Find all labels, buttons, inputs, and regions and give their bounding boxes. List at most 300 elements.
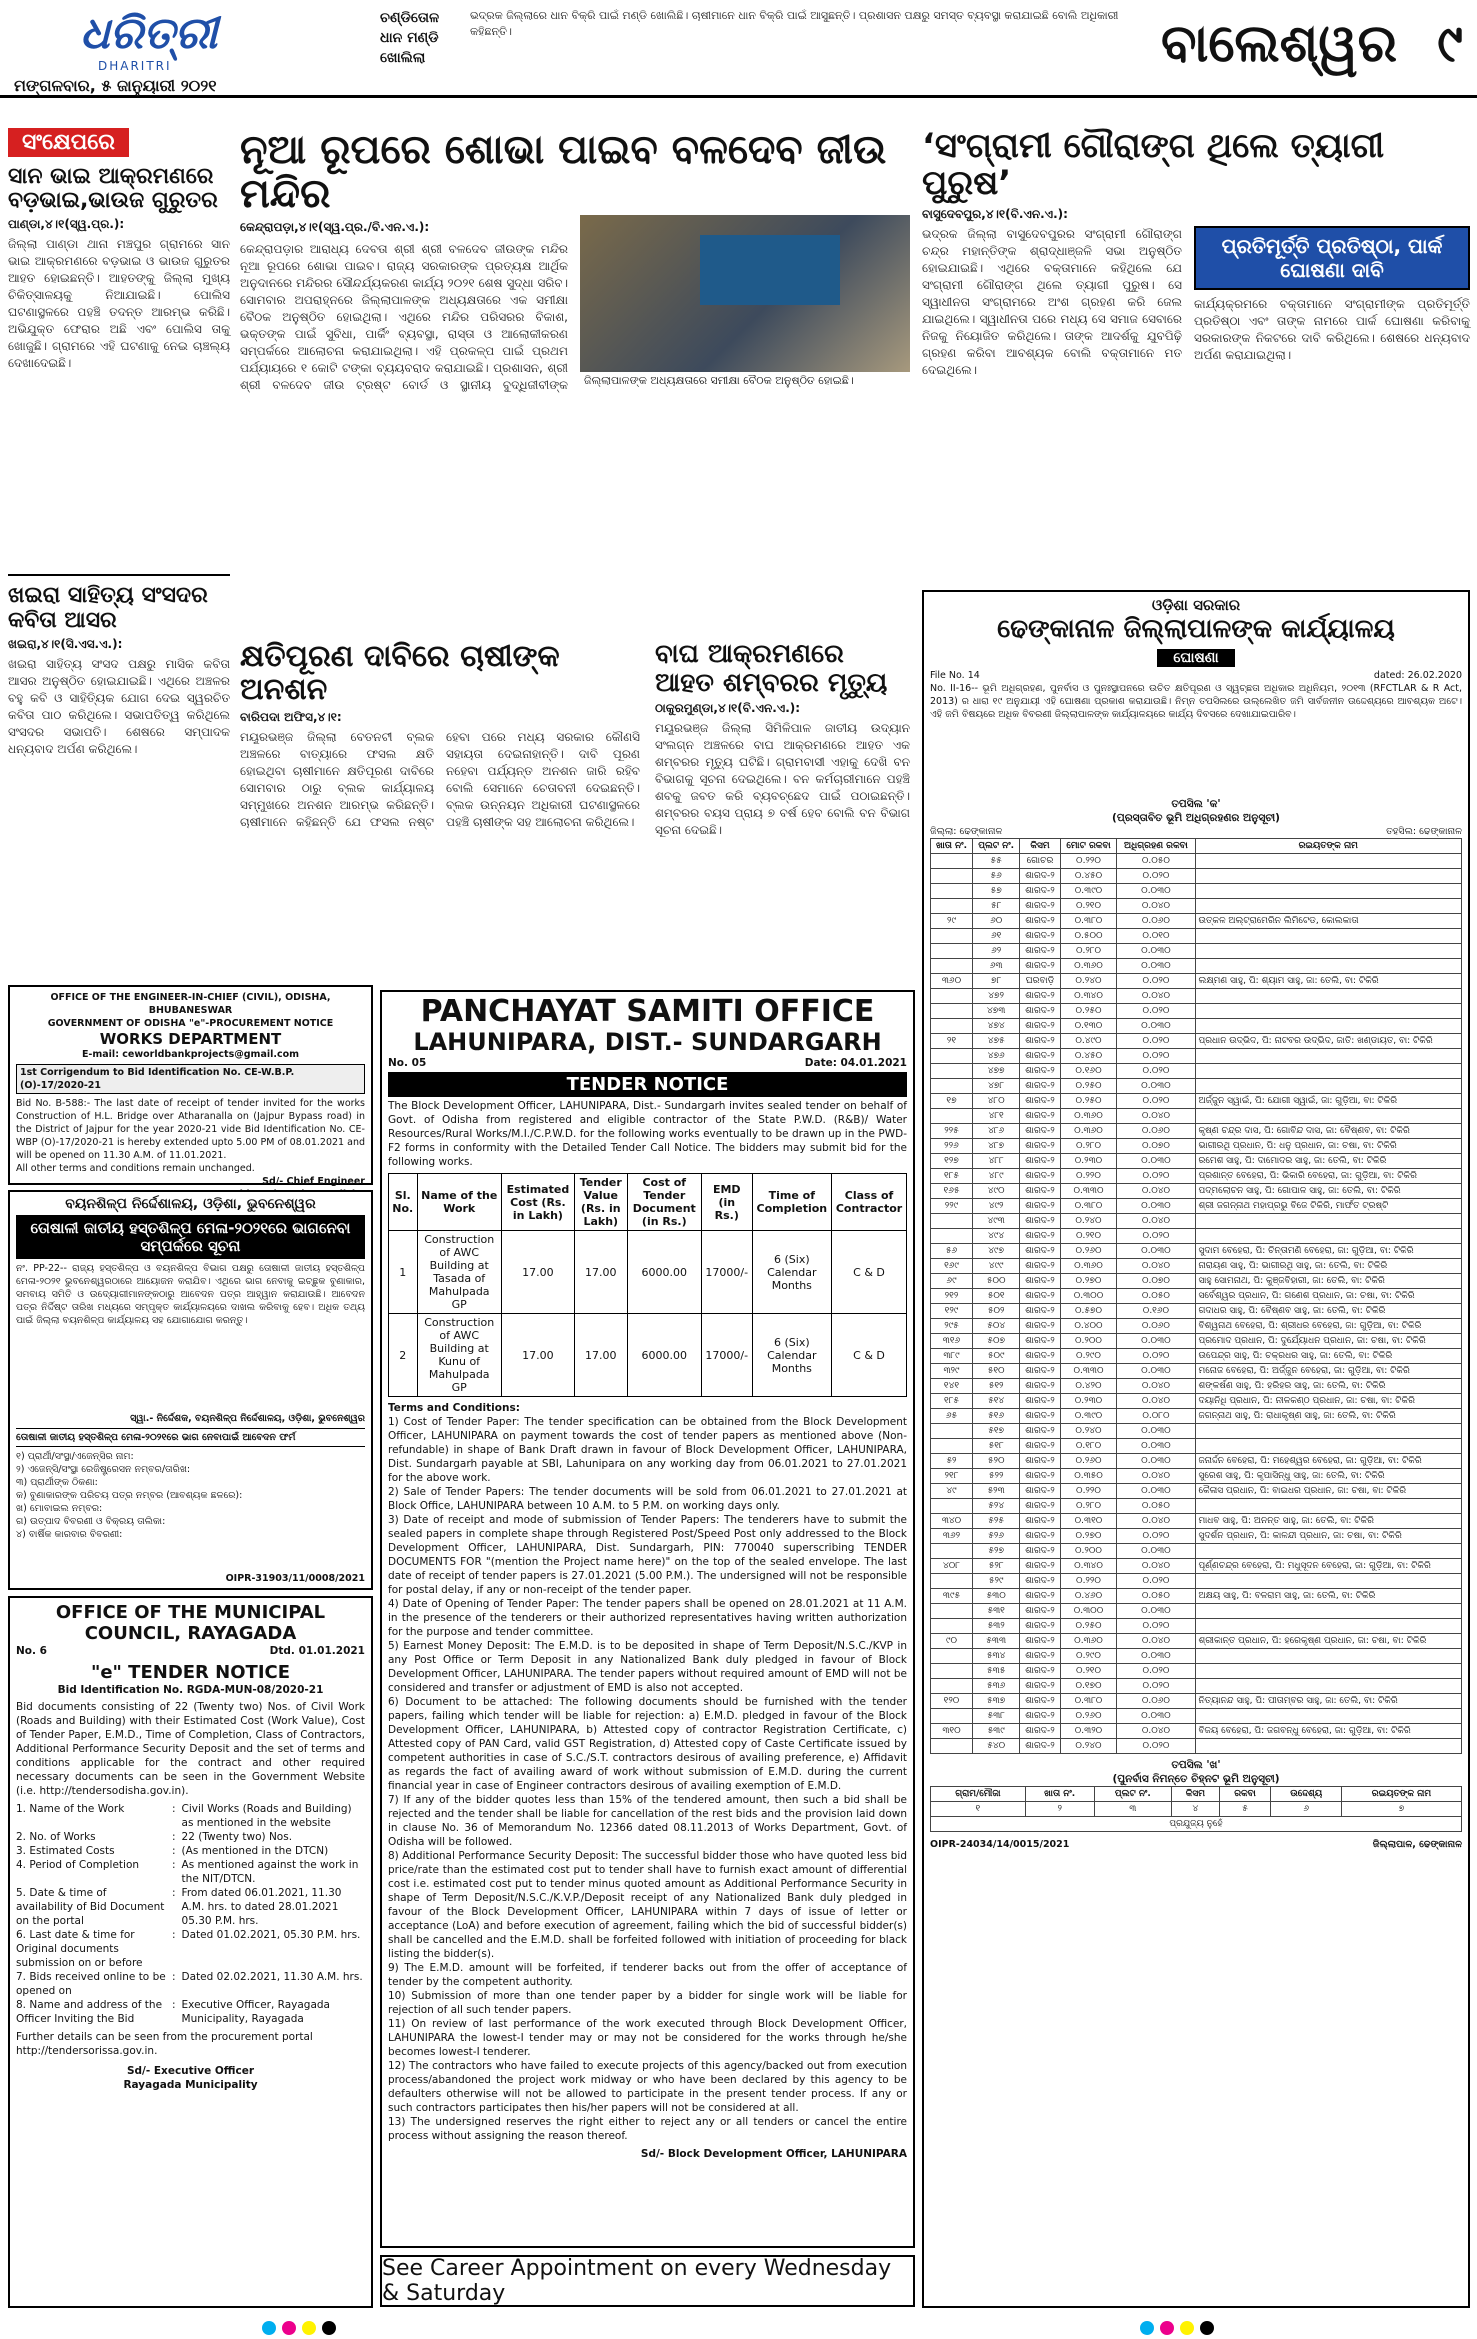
- table-cell: ୫୩୬: [972, 1679, 1019, 1694]
- table-cell: 17.00: [574, 1231, 627, 1314]
- table-cell: [931, 1004, 973, 1019]
- table-row: [931, 1064, 1462, 1079]
- table-cell: ଶଙ୍କର୍ଷଣ ସାହୁ, ପି: ହରିହର ସାହୁ, ଜା: ତେଲି, ବା: ଟିକିରି: [1195, 1379, 1462, 1394]
- works-body: Bid No. B-588:- The last date of receipt of tender invited for the works Construction of H.L. Bridge over Atharanalla on (Jajpur Bypass road) in the District of Jajpur for the year 2020-21 vide Bid Identification No. CE-WBP (O)-17/2020-21 is hereby extended upto 5.00 PM of 08.01.2021 and will be opened on 11.30 A.M. of 11.01.2021.: [16, 1098, 365, 1161]
- table-cell: ମନୋଜ ବେହେରା, ପି: ଅର୍ଜ୍ଜୁନ ବେହେରା, ଜା: ଗୁଡ଼ିଆ, ବା: ଟିକିରି: [1195, 1364, 1462, 1379]
- magenta-dot: [282, 2321, 296, 2335]
- table-cell: [1195, 1049, 1462, 1064]
- works-dept-notice: [8, 985, 373, 1185]
- table-row: [931, 1124, 1462, 1139]
- dhenkanal-ref: OIPR-24034/14/0015/2021: [930, 1839, 1070, 1850]
- table-cell: ଶାରଦ-୨: [1020, 1739, 1060, 1754]
- table-row: [931, 1709, 1462, 1724]
- table-cell: ୫୨୪: [972, 1499, 1019, 1514]
- table-cell: [931, 1664, 973, 1679]
- table-cell: ୦.୦୩୦: [1117, 1019, 1195, 1034]
- table-row: [931, 1004, 1462, 1019]
- table-cell: ୦.୨୬୦: [1060, 1454, 1117, 1469]
- table-cell: ୪୯୭: [972, 1244, 1019, 1259]
- masthead: [0, 0, 1477, 98]
- table-cell: ଶାରଦ-୨: [1020, 1229, 1060, 1244]
- table-cell: ୧୭: [931, 1094, 973, 1109]
- table-cell: ଶାରଦ-୨: [1020, 1664, 1060, 1679]
- rayagada-row-colon: :: [172, 1999, 176, 2011]
- table-row: [931, 869, 1462, 884]
- table-cell: ୪୮୬: [972, 1124, 1019, 1139]
- table-cell: ୪୯: [931, 1484, 973, 1499]
- table-cell: ଶାରଦ-୨: [1020, 1304, 1060, 1319]
- table-cell: ୬୩: [972, 959, 1019, 974]
- table-cell: ୪୭୨: [972, 989, 1019, 1004]
- table-cell: ୩୧୬: [931, 1334, 973, 1349]
- table-cell: [931, 1649, 973, 1664]
- table-cell: [1195, 1544, 1462, 1559]
- table-row: [931, 1589, 1462, 1604]
- main-story-byline: କେନ୍ଦ୍ରାପଡ଼ା,୪।୧(ସ୍ୱ.ପ୍ର./ବି.ଏନ.ଏ.):: [240, 220, 430, 234]
- handicraft-title: ବୟନଶିଳ୍ପ ନିର୍ଦ୍ଦେଶାଳୟ, ଓଡ଼ିଶା, ଭୁବନେଶ୍ୱର: [65, 1196, 316, 1212]
- table-header: Tender Value (Rs. in Lakh): [574, 1174, 627, 1231]
- table-row: [931, 1484, 1462, 1499]
- table-row: [931, 1379, 1462, 1394]
- table-cell: ୫୨୨: [972, 1469, 1019, 1484]
- table-cell: ଗଦାଧର ସାହୁ, ପି: ବୈଷ୍ଣବ ସାହୁ, ଜା: ତେଲି, ବା: ଟିକିରି: [1195, 1304, 1462, 1319]
- freedom-story-body: ଭଦ୍ରକ ଜିଲ୍ଲା ବାସୁଦେବପୁରର ସଂଗ୍ରାମୀ ଗୌରାଙ୍ଗ ଚନ୍ଦ୍ର ମହାନ୍ତିଙ୍କ ଶ୍ରାଦ୍ଧାଞ୍ଜଳି ସଭା ଅନୁଷ୍ଠିତ ହୋଇଯାଇଛି। ଏଥିରେ ବକ୍ତାମାନେ କହିଥିଲେ ଯେ ସଂଗ୍ରାମୀ ଗୌରାଙ୍ଗ ଥିଲେ ତ୍ୟାଗୀ ପୁରୁଷ। ସେ ସ୍ୱାଧୀନତା ସଂଗ୍ରାମରେ ଅଂଶ ଗ୍ରହଣ କରି ଜେଲ ଯାଇଥିଲେ। ସ୍ୱାଧୀନତା ପରେ ମଧ୍ୟ ସେ ସମାଜ ସେବାରେ ନିଜକୁ ନିୟୋଜିତ କରିଥିଲେ। ତାଙ୍କ ଆଦର୍ଶକୁ ଯୁବପିଢ଼ି ଗ୍ରହଣ କରିବା ଆବଶ୍ୟକ ବୋଲି ବକ୍ତାମାନେ ମତ ଦେଇଥିଲେ।: [922, 226, 1182, 377]
- table-cell: ଶାରଦ-୨: [1020, 1379, 1060, 1394]
- table-row: [931, 1184, 1462, 1199]
- table-cell: [1195, 884, 1462, 899]
- handicraft-body: ନଂ. PP-22-- ରାଜ୍ୟ ହସ୍ତଶିଳ୍ପ ଓ ବୟନଶିଳ୍ପ ବିଭାଗ ପକ୍ଷରୁ ତୋଷାଳୀ ଜାତୀୟ ହସ୍ତଶିଳ୍ପ ମେଳା-୨୦୨୧ ଭୁବନେଶ୍ୱରଠାରେ ଆୟୋଜନ କରାଯିବ। ଏଥିରେ ଭାଗ ନେବାକୁ ଇଚ୍ଛୁକ ବୁଣାକାର, ସମବାୟ ସମିତି ଓ ଉଦ୍ୟୋଗୀମାନଙ୍କଠାରୁ ଆବେଦନ ପତ୍ର ଆହ୍ୱାନ କରାଯାଉଛି। ଆବେଦନ ପତ୍ର ନିର୍ଦ୍ଦିଷ୍ଟ ତାରିଖ ମଧ୍ୟରେ ସମ୍ପୃକ୍ତ କାର୍ଯ୍ୟାଳୟରେ ଦାଖଲ କରିବାକୁ ହେବ। ଅଧିକ ତଥ୍ୟ ପାଇଁ ଜିଲ୍ଲା ବୟନଶିଳ୍ପ କାର୍ଯ୍ୟାଳୟ ସହ ଯୋଗାଯୋଗ କରନ୍ତୁ।: [16, 1263, 365, 1326]
- table-cell: ୦.୦୩୦: [1117, 1709, 1195, 1724]
- table-cell: ୩: [1094, 1802, 1172, 1817]
- rayagada-row: [16, 1970, 365, 1998]
- table-cell: ୦.୨୦୦: [1060, 1334, 1117, 1349]
- lahunipara-org: PANCHAYAT SAMITI OFFICE: [420, 994, 875, 1029]
- dateline: ମଙ୍ଗଳବାର, ୫ ଜାନୁୟାରୀ ୨୦୨୧: [14, 76, 217, 95]
- table-cell: 2: [389, 1314, 418, 1397]
- table-header: Name of the Work: [417, 1174, 501, 1231]
- table-cell: ୦.୦୪୦: [1117, 1184, 1195, 1199]
- works-gov: GOVERNMENT OF ODISHA "e"-PROCUREMENT NOTICE: [47, 1018, 334, 1029]
- table-cell: [931, 989, 973, 1004]
- table-cell: ଶାରଦ-୨: [1020, 1259, 1060, 1274]
- works-dept: WORKS DEPARTMENT: [99, 1030, 282, 1048]
- form-item: ୪) ବାର୍ଷିକ କାରବାର ବିବରଣୀ:: [16, 1529, 123, 1540]
- table-row: [931, 899, 1462, 914]
- handicraft-form-items: [16, 1450, 365, 1541]
- table-cell: Construction of AWC Building at Tasada of Mahulpada GP: [417, 1231, 501, 1314]
- table-cell: ୦.୦୬୦: [1117, 1694, 1195, 1709]
- rayagada-row-key: 5. Date & time of availability of Bid Document on the portal: [16, 1887, 165, 1927]
- table-cell: ୯୦: [931, 1634, 973, 1649]
- table-cell: ୫୩୧: [972, 1604, 1019, 1619]
- table-cell: [931, 1109, 973, 1124]
- term-item: 12) The contractors who have failed to execute projects of this agency/backed out from execution process/abandoned the project work midway or who have been declared by this agency to be defaulters otherwise will not be allowed to participate in the present tender process. If any or such contractors participates then his/her papers will not be considered at all.: [388, 2060, 907, 2114]
- table-cell: ସର୍ବେଶ୍ୱର ପ୍ରଧାନ, ପି: ଗଣେଶ ପ୍ରଧାନ, ଜା: ଚଷା, ବା: ଟିକିରି: [1195, 1289, 1462, 1304]
- table-cell: ଶାରଦ-୨: [1020, 1199, 1060, 1214]
- table-cell: ୦.୩୪୦: [1060, 1559, 1117, 1574]
- lahunipara-terms-head: Terms and Conditions:: [388, 1402, 520, 1414]
- form-item: ଗ) ଉତ୍ପାଦ ବିବରଣୀ ଓ ବିକ୍ରୟ ତାଲିକା:: [16, 1516, 166, 1527]
- table-cell: ୦.୨୨୦: [1060, 1169, 1117, 1184]
- table-cell: ଶାରଦ-୨: [1020, 1424, 1060, 1439]
- table-cell: ୦.୨୩୦: [1060, 1154, 1117, 1169]
- freedom-story-headline: ‘ସଂଗ୍ରାମୀ ଗୌରାଙ୍ଗ ଥିଲେ ତ୍ୟାଗୀ ପୁରୁଷ’: [922, 126, 1385, 204]
- lahunipara-bar: TENDER NOTICE: [388, 1072, 907, 1097]
- table-cell: ଶାରଦ-୨: [1020, 1274, 1060, 1289]
- table-row: [931, 1724, 1462, 1739]
- table-cell: [931, 899, 973, 914]
- table-cell: [931, 854, 973, 869]
- table-row: [931, 1619, 1462, 1634]
- table-cell: ଶାରଦ-୨: [1020, 1079, 1060, 1094]
- dhenkanal-district: ଜିଲ୍ଲା: ଢେଙ୍କାନାଳ: [930, 826, 1003, 837]
- table-cell: [1195, 1214, 1462, 1229]
- table-cell: ୦.୦୪୦: [1117, 899, 1195, 914]
- table-cell: ୫୦୦: [972, 1274, 1019, 1289]
- table-cell: ୫୨: [931, 1454, 973, 1469]
- table-cell: ନିତ୍ୟାନନ୍ଦ ସାହୁ, ପି: ପୀତାମ୍ବର ସାହୁ, ଜା: ତେଲି, ବା: ଟିକିରି: [1195, 1694, 1462, 1709]
- table-cell: ୩୨୯: [931, 1364, 973, 1379]
- table-cell: ଶାରଦ-୨: [1020, 1544, 1060, 1559]
- table-cell: ଶାରଦ-୨: [1020, 1724, 1060, 1739]
- table-cell: ଶାରଦ-୨: [1020, 1559, 1060, 1574]
- table-cell: ୧: [931, 1802, 1026, 1817]
- table-cell: ୦.୦୨୦: [1117, 974, 1195, 989]
- table-cell: ୨୧୮: [931, 1469, 973, 1484]
- table-row: [931, 1319, 1462, 1334]
- table-cell: ୦.୨୬୦: [1060, 1709, 1117, 1724]
- table-cell: ୦.୦୫୦: [1117, 1289, 1195, 1304]
- rayagada-intro: Bid documents consisting of 22 (Twenty two) Nos. of Civil Work (Roads and Building) with their Estimated Cost (Work Value), Cost of Tender Paper, E.M.D., Time of Completion, Class of Contractors, Additional Performance Security Deposit and the set of terms and conditions applicable for the contract and other required necessary documents can be seen in the Government Website (i.e. http://tendersodisha.gov.in).: [16, 1701, 365, 1797]
- table-cell: ୦.୦୩୦: [1117, 1439, 1195, 1454]
- table-cell: ୦.୩୦୦: [1060, 1289, 1117, 1304]
- table-cell: 17000/-: [701, 1314, 752, 1397]
- table-row: [931, 1559, 1462, 1574]
- table-cell: ୦.୦୫୦: [1117, 1589, 1195, 1604]
- form-item: ୨) ଏଜେନ୍ସି/ସଂସ୍ଥା ରେଜିଷ୍ଟ୍ରେସନ ନମ୍ବର/ତାରିଖ:: [16, 1464, 191, 1475]
- table-cell: ୧୮୫: [931, 1169, 973, 1184]
- table-cell: ୫୩୮: [972, 1709, 1019, 1724]
- table-header: Cost of Tender Document (in Rs.): [627, 1174, 701, 1231]
- table-cell: ୦.୨୮୦: [1060, 944, 1117, 959]
- table-cell: ୦.୨୪୦: [1060, 974, 1117, 989]
- table-cell: ଶାରଦ-୨: [1020, 1454, 1060, 1469]
- table-cell: C & D: [832, 1231, 907, 1314]
- table-cell: ଶାରଦ-୨: [1020, 1244, 1060, 1259]
- table-header: EMD (in Rs.): [701, 1174, 752, 1231]
- table-cell: ଶାରଦ-୨: [1020, 1139, 1060, 1154]
- table-row: [931, 884, 1462, 899]
- table-cell: ୫୩୩: [972, 1634, 1019, 1649]
- rayagada-bid: Bid Identification No. RGDA-MUN-08/2020-21: [57, 1684, 324, 1696]
- table-cell: ପୂର୍ଣ୍ଣଚନ୍ଦ୍ର ବେହେରା, ପି: ମଧୁସୂଦନ ବେହେରା, ଜା: ଗୁଡ଼ିଆ, ବା: ଟିକିରି: [1195, 1559, 1462, 1574]
- table-cell: ୦.୪୨୦: [1060, 1379, 1117, 1394]
- table-header: ଗ୍ରାମ/ମୌଜା: [931, 1787, 1026, 1802]
- table-cell: ଶାରଦ-୨: [1020, 1394, 1060, 1409]
- rayagada-row-colon: :: [172, 1803, 176, 1815]
- table-cell: ରମେଶ ସାହୁ, ପି: ଦାମୋଦର ସାହୁ, ଜା: ତେଲି, ବା: ଟିକିରି: [1195, 1154, 1462, 1169]
- table-cell: [1195, 929, 1462, 944]
- rayagada-row-value: (As mentioned in the DTCN): [181, 1845, 329, 1857]
- table-cell: କୈଳାସ ପ୍ରଧାନ, ପି: ବାଇଧର ପ୍ରଧାନ, ଜା: ଚଷା, ବା: ଟିକିରି: [1195, 1484, 1462, 1499]
- freedom-box-headline: ପ୍ରତିମୂର୍ତ୍ତି ପ୍ରତିଷ୍ଠା, ପାର୍କ ଘୋଷଣା ଦାବି: [1194, 226, 1470, 290]
- table-cell: ଶାରଦ-୨: [1020, 1679, 1060, 1694]
- table-row: [931, 1364, 1462, 1379]
- table-cell: ଶାରଦ-୨: [1020, 1184, 1060, 1199]
- farmers-story: [240, 640, 640, 970]
- table-cell: ୫୦୨: [972, 1304, 1019, 1319]
- table-cell: ୦.୨୪୦: [1060, 1424, 1117, 1439]
- table-row: [931, 1514, 1462, 1529]
- table-cell: ୦.୨୪୦: [1060, 1214, 1117, 1229]
- table-cell: Construction of AWC Building at Kunu of Mahulpada GP: [417, 1314, 501, 1397]
- rayagada-sign: Sd/- Executive Officer: [126, 2065, 255, 2077]
- table-cell: ସାହୁ ସୋମନାଥ, ପି: କୁଞ୍ଜବିହାରୀ, ଜା: ତେଲି, ବା: ଟିକିରି: [1195, 1274, 1462, 1289]
- table-cell: ୦.୩୮୦: [1060, 1694, 1117, 1709]
- freedom-story: [922, 128, 1470, 568]
- dhenkanal-schedule-b-table: [930, 1786, 1462, 1832]
- table-cell: ୦.୦୩୦: [1117, 944, 1195, 959]
- table-cell: ୦.୨୫୦: [1060, 1619, 1117, 1634]
- lahunipara-intro: The Block Development Officer, LAHUNIPARA, Dist.- Sundargarh invites sealed tender on behalf of Govt. of Odisha from registered and eligible contractor of the State P.W.D. (R&B)/ Water Resources/Rural Works/M.I./C.P.W.D. for the following works eventually to be drawn up in the PWD-F2 forms in conformity with the Detailed Tender Call Notice. The bidders may submit bid for the following works.: [388, 1100, 907, 1168]
- table-cell: ଶାରଦ-୨: [1020, 1439, 1060, 1454]
- table-cell: ଶାରଦ-୨: [1020, 1034, 1060, 1049]
- table-cell: ୪୭୮: [972, 1079, 1019, 1094]
- table-cell: ୦.୦୩୦: [1117, 884, 1195, 899]
- dhenkanal-schedule-b-sub: (ପୁନର୍ବାସ ନିମନ୍ତେ ଚିହ୍ନଟ ଭୂମି ଅନୁସୂଚୀ): [1112, 1773, 1280, 1785]
- table-cell: [931, 1019, 973, 1034]
- table-cell: ୦.୨୦୦: [1060, 1544, 1117, 1559]
- table-cell: ୦.୦୪୦: [1117, 989, 1195, 1004]
- table-cell: ୫୧୭: [972, 1424, 1019, 1439]
- rayagada-row: [16, 1886, 365, 1928]
- lahunipara-table: [388, 1173, 907, 1397]
- table-header: Class of Contractor: [832, 1174, 907, 1231]
- brief-story2-headline: ଖଇରା ସାହିତ୍ୟ ସଂସଦର କବିତା ଆସର: [8, 583, 208, 633]
- table-cell: ୦.୦୩୦: [1117, 1079, 1195, 1094]
- table-row: [931, 1214, 1462, 1229]
- table-cell: ୦.୦୪୦: [1117, 1514, 1195, 1529]
- table-cell: ୦.୨୭୦: [1060, 1274, 1117, 1289]
- works-org: OFFICE OF THE ENGINEER-IN-CHIEF (CIVIL), ODISHA, BHUBANESWAR: [50, 992, 331, 1016]
- table-cell: ୫୦୧: [972, 1289, 1019, 1304]
- table-cell: ୫୧୮: [972, 1439, 1019, 1454]
- lahunipara-terms: [388, 1415, 907, 2143]
- rayagada-row: [16, 1830, 365, 1844]
- table-cell: ଘରବାଡ଼ି: [1020, 974, 1060, 989]
- table-cell: ୫୩୫: [972, 1664, 1019, 1679]
- dhenkanal-notice: [922, 590, 1470, 2308]
- table-cell: ୨୨୫: [931, 1124, 973, 1139]
- page-number: ୯: [1437, 14, 1463, 74]
- schedule-b-null: ପ୍ରଯୁଜ୍ୟ ନୁହେଁ: [931, 1817, 1462, 1832]
- black-dot: [322, 2321, 336, 2335]
- table-cell: ଶାରଦ-୨: [1020, 1124, 1060, 1139]
- table-cell: ୫୨୮: [972, 1559, 1019, 1574]
- table-cell: ଶାରଦ-୨: [1020, 1004, 1060, 1019]
- rayagada-row: [16, 1928, 365, 1970]
- table-cell: ୬୯: [931, 1274, 973, 1289]
- table-cell: ଶାରଦ-୨: [1020, 1214, 1060, 1229]
- table-cell: ୫୧୬: [972, 1409, 1019, 1424]
- table-row: [931, 1394, 1462, 1409]
- table-cell: ଶାରଦ-୨: [1020, 959, 1060, 974]
- table-cell: ଶାରଦ-୨: [1020, 1709, 1060, 1724]
- table-header: Time of Completion: [752, 1174, 831, 1231]
- table-cell: [1195, 1424, 1462, 1439]
- table-cell: ୫୦୯: [972, 1349, 1019, 1364]
- rayagada-row: [16, 1998, 365, 2026]
- table-row: [931, 1334, 1462, 1349]
- table-cell: ୦.୨୫୦: [1060, 1079, 1117, 1094]
- table-cell: ୦.୦୩୦: [1117, 1544, 1195, 1559]
- term-item: 8) Additional Performance Security Deposit: The successful bidder those who have quoted less bid price/rate than the estimated cost put to tender shall have to furnish exact amount of differential cost i.e. estimated cost put to tender minus quoted amount as Additional Performance Security in shape of Term Deposit/N.S.C./K.V.P./Deposit receipt of any Nationalized Bank duly pledged in favour of the Block Development Officer, LAHUNIPARA within 7 days of issue of letter or acceptance (LoA) and before execution of agreement, failing which the bid of successful bidder(s) shall be cancelled and the E.M.D. shall be forfeited followed with initiation of proceeding for black listing the bidder(s).: [388, 1850, 907, 1960]
- dhenkanal-schedule-a-sub: (ପ୍ରସ୍ତାବିତ ଭୂମି ଅଧିଗ୍ରହଣର ଅନୁସୂଚୀ): [1112, 812, 1280, 824]
- table-header: ରଇୟତଙ୍କ ନାମ: [1195, 839, 1462, 854]
- table-cell: ୦.୨୧୦: [1060, 899, 1117, 914]
- table-cell: ୪୭୩: [972, 1004, 1019, 1019]
- term-item: 10) Submission of more than one tender paper by a bidder for single work will be liable for rejection of all such tender papers.: [388, 1990, 907, 2016]
- term-item: 13) The undersigned reserves the right either to reject any or all tenders or cancel the entire process without assigning the reason thereof.: [388, 2116, 907, 2142]
- table-cell: ୫୩୨: [972, 1619, 1019, 1634]
- table-cell: ୦.୧୮୦: [1060, 1439, 1117, 1454]
- table-cell: ଶାରଦ-୨: [1020, 1049, 1060, 1064]
- rayagada-row-value: Dated 01.02.2021, 05.30 P.M. hrs.: [181, 1929, 361, 1941]
- table-cell: ଶାରଦ-୨: [1020, 989, 1060, 1004]
- table-row: [931, 1154, 1462, 1169]
- dhenkanal-schedule-b: ତପସିଲ 'ଖ': [1171, 1759, 1221, 1771]
- career-banner: See Career Appointment on every Wednesday & Saturday: [380, 2255, 915, 2307]
- brief-column: [8, 128, 230, 978]
- table-cell: [931, 1229, 973, 1244]
- table-cell: ୦.୦୨୦: [1117, 1349, 1195, 1364]
- rayagada-row-colon: :: [172, 1859, 176, 1871]
- table-row: [931, 1454, 1462, 1469]
- table-cell: ୦.୦୪୦: [1117, 1634, 1195, 1649]
- table-cell: ୦.୦୩୦: [1117, 1649, 1195, 1664]
- table-cell: ୪୯୩: [972, 1214, 1019, 1229]
- table-cell: 17.00: [501, 1314, 574, 1397]
- table-cell: ଶାରଦ-୨: [1020, 1109, 1060, 1124]
- table-header: ଉଦ୍ଦେଶ୍ୟ: [1271, 1787, 1341, 1802]
- table-cell: ମାଧବ ସାହୁ, ପି: ଅନନ୍ତ ସାହୁ, ଜା: ତେଲି, ବା: ଟିକିରି: [1195, 1514, 1462, 1529]
- table-cell: ୨୧: [931, 1034, 973, 1049]
- table-row: [389, 1314, 907, 1397]
- handicraft-notice: [8, 1190, 373, 1590]
- table-row: [931, 1574, 1462, 1589]
- table-cell: ୧୮୫: [931, 1394, 973, 1409]
- rayagada-row-colon: :: [172, 1831, 176, 1843]
- table-cell: [1195, 1499, 1462, 1514]
- table-cell: [1195, 959, 1462, 974]
- term-item: 7) If any of the bidder quotes less than 15% of the tendered amount, then such a bid shall be rejected and the tender shall be liable for cancellation of the rest bids and the provision laid down in clause No. 36 of Memorandum No. 12366 dated 08.11.2013 of Works Department, Govt. of Odisha will be followed.: [388, 1794, 907, 1848]
- handicraft-sign: ସ୍ୱା.- ନିର୍ଦ୍ଦେଶକ, ବୟନଶିଳ୍ପ ନିର୍ଦ୍ଦେଶାଳୟ, ଓଡ଼ିଶା, ଭୁବନେଶ୍ୱର: [130, 1413, 365, 1424]
- table-row: [931, 1649, 1462, 1664]
- table-cell: ୫: [1219, 1802, 1271, 1817]
- table-cell: [1195, 1649, 1462, 1664]
- table-header: କିସମ: [1020, 839, 1060, 854]
- freedom-box-body: କାର୍ଯ୍ୟକ୍ରମରେ ବକ୍ତାମାନେ ସଂଗ୍ରାମୀଙ୍କ ପ୍ରତିମୂର୍ତ୍ତି ପ୍ରତିଷ୍ଠା ଏବଂ ତାଙ୍କ ନାମରେ ପାର୍କ ଘୋଷଣା କରିବାକୁ ସରକାରଙ୍କ ନିକଟରେ ଦାବି କରିଥିଲେ। ଶେଷରେ ଧନ୍ୟବାଦ ଅର୍ପଣ କରାଯାଇଥିଲା।: [1194, 296, 1470, 362]
- table-cell: [931, 1079, 973, 1094]
- table-cell: ଶାରଦ-୨: [1020, 1169, 1060, 1184]
- table-cell: ୪୭୬: [972, 1049, 1019, 1064]
- term-item: 1) Cost of Tender Paper: The tender specification can be obtained from the Block Development Officer, LAHUNIPARA on payment towards the cost of tender papers as mentioned above (Non-refundable) in shape of Bank Draft drawn in favour of Block Development Officer, LAHUNIPARA, Dist. Sundargarh payable at SBI, Lahunipara on any working day from 06.01.2021 to 27.01.2021 for the above work.: [388, 1416, 907, 1484]
- yellow-dot: [1180, 2321, 1194, 2335]
- table-cell: ଶାରଦ-୨: [1020, 1019, 1060, 1034]
- table-cell: ୦.୦୪୦: [1117, 1724, 1195, 1739]
- form-item: ୩) ପ୍ରାର୍ଥୀଙ୍କ ଠିକଣା:: [16, 1477, 98, 1488]
- table-cell: ୦.୪୦୦: [1060, 1319, 1117, 1334]
- table-cell: ୫୮: [972, 899, 1019, 914]
- table-cell: ୦.୨୨୦: [1060, 1574, 1117, 1589]
- term-item: 9) The E.M.D. amount will be forfeited, if tenderer backs out from the offer of acceptance of tender by the competent authority.: [388, 1962, 907, 1988]
- table-cell: [931, 1049, 973, 1064]
- table-cell: ୦.୦୪୦: [1117, 1214, 1195, 1229]
- table-cell: ୧୬୯: [931, 1259, 973, 1274]
- table-cell: ୫୪୦: [972, 1739, 1019, 1754]
- table-header: Estimated Cost (Rs. in Lakh): [501, 1174, 574, 1231]
- table-cell: ଉପେନ୍ଦ୍ର ସାହୁ, ପି: ଚକ୍ରଧର ସାହୁ, ଜା: ତେଲି, ବା: ଟିକିରି: [1195, 1349, 1462, 1364]
- table-cell: ୦.୩୬୦: [1060, 1259, 1117, 1274]
- table-cell: [1195, 1064, 1462, 1079]
- table-header: ଖାତା ନଂ.: [931, 839, 973, 854]
- table-row: [931, 1169, 1462, 1184]
- table-cell: ୫୧୨: [972, 1379, 1019, 1394]
- table-row: [389, 1231, 907, 1314]
- rayagada-row-colon: :: [172, 1929, 176, 1941]
- rayagada-row-value: Dated 02.02.2021, 11.30 A.M. hrs.: [181, 1971, 363, 1983]
- table-row: [931, 1499, 1462, 1514]
- dhenkanal-schedule-a: ତପସିଲ 'କ': [1171, 798, 1221, 810]
- table-cell: ଶାରଦ-୨: [1020, 899, 1060, 914]
- table-row: [931, 854, 1462, 869]
- table-cell: ୩୯୫: [931, 1589, 973, 1604]
- table-cell: ଶାରଦ-୨: [1020, 1499, 1060, 1514]
- table-cell: ୦.୩୩୦: [1060, 1364, 1117, 1379]
- table-cell: ୫୨୦: [972, 1454, 1019, 1469]
- table-cell: ୦.୦୨୦: [1117, 1739, 1195, 1754]
- table-cell: ସୁରେଶ ସାହୁ, ପି: କୃପାସିନ୍ଧୁ ସାହୁ, ଜା: ତେଲି, ବା: ଟିକିରି: [1195, 1469, 1462, 1484]
- table-row: [931, 974, 1462, 989]
- table-row: [931, 944, 1462, 959]
- rayagada-rows: [16, 1802, 365, 2026]
- table-cell: ୦.୦୪୦: [1117, 1559, 1195, 1574]
- table-cell: [931, 884, 973, 899]
- table-cell: ୦.୦୪୦: [1117, 1394, 1195, 1409]
- table-cell: ୦.୦୪୦: [1117, 1259, 1195, 1274]
- dhenkanal-body: No. II-16-- ଭୂମି ଅଧିଗ୍ରହଣ, ପୁନର୍ବାସ ଓ ପୁନଃସ୍ଥାପନରେ ଉଚିତ କ୍ଷତିପୂରଣ ଓ ସ୍ୱଚ୍ଛତା ଅଧିକାର ଅଧିନିୟମ, ୨୦୧୩ (RFCTLAR & R Act, 2013) ର ଧାରା ୧୯ ଅନୁଯାୟୀ ଏହି ଘୋଷଣା ପ୍ରକାଶ କରାଯାଉଛି। ନିମ୍ନ ତପସିଲରେ ଉଲ୍ଲେଖିତ ଜମି ସାର୍ବଜନୀନ ଉଦ୍ଦେଶ୍ୟରେ ଆବଶ୍ୟକ ଅଟେ। ଏହି ଜମି ବିଷୟରେ ଅଧିକ ବିବରଣୀ ଜିଲ୍ଲାପାଳଙ୍କ କାର୍ଯ୍ୟାଳୟରେ କାର୍ଯ୍ୟ ଦିବସରେ ଦେଖାଯାଇପାରିବ।: [930, 683, 1462, 720]
- rayagada-row: [16, 1844, 365, 1858]
- yellow-dot: [302, 2321, 316, 2335]
- tiger-story-byline: ଠାକୁରମୁଣ୍ଡା,୪।୧(ବି.ଏନ.ଏ.):: [655, 701, 801, 716]
- table-cell: ଶାରଦ-୨: [1020, 1484, 1060, 1499]
- cyan-dot: [262, 2321, 276, 2335]
- table-cell: [1195, 1004, 1462, 1019]
- table-cell: ଶାରଦ-୨: [1020, 1574, 1060, 1589]
- table-cell: ଶାରଦ-୨: [1020, 1619, 1060, 1634]
- table-cell: ୦.୦୧୦: [1117, 929, 1195, 944]
- rayagada-row-value: Civil Works (Roads and Building) as mentioned in the website: [181, 1803, 352, 1829]
- table-cell: ଶାରଦ-୨: [1020, 1349, 1060, 1364]
- table-cell: ୦.୩୬୦: [1060, 1634, 1117, 1649]
- handicraft-ref: OIPR-31903/11/0008/2021: [225, 1573, 365, 1584]
- table-row: [931, 1139, 1462, 1154]
- table-cell: 1: [389, 1231, 418, 1314]
- table-cell: ସୁଦାମ ବେହେରା, ପି: ଚିନ୍ତାମଣି ବେହେରା, ଜା: ଗୁଡ଼ିଆ, ବା: ଟିକିରି: [1195, 1244, 1462, 1259]
- table-cell: ୦.୦୩୦: [1117, 1199, 1195, 1214]
- table-cell: ଶାରଦ-୨: [1020, 869, 1060, 884]
- table-header: ରକବା: [1219, 1787, 1271, 1802]
